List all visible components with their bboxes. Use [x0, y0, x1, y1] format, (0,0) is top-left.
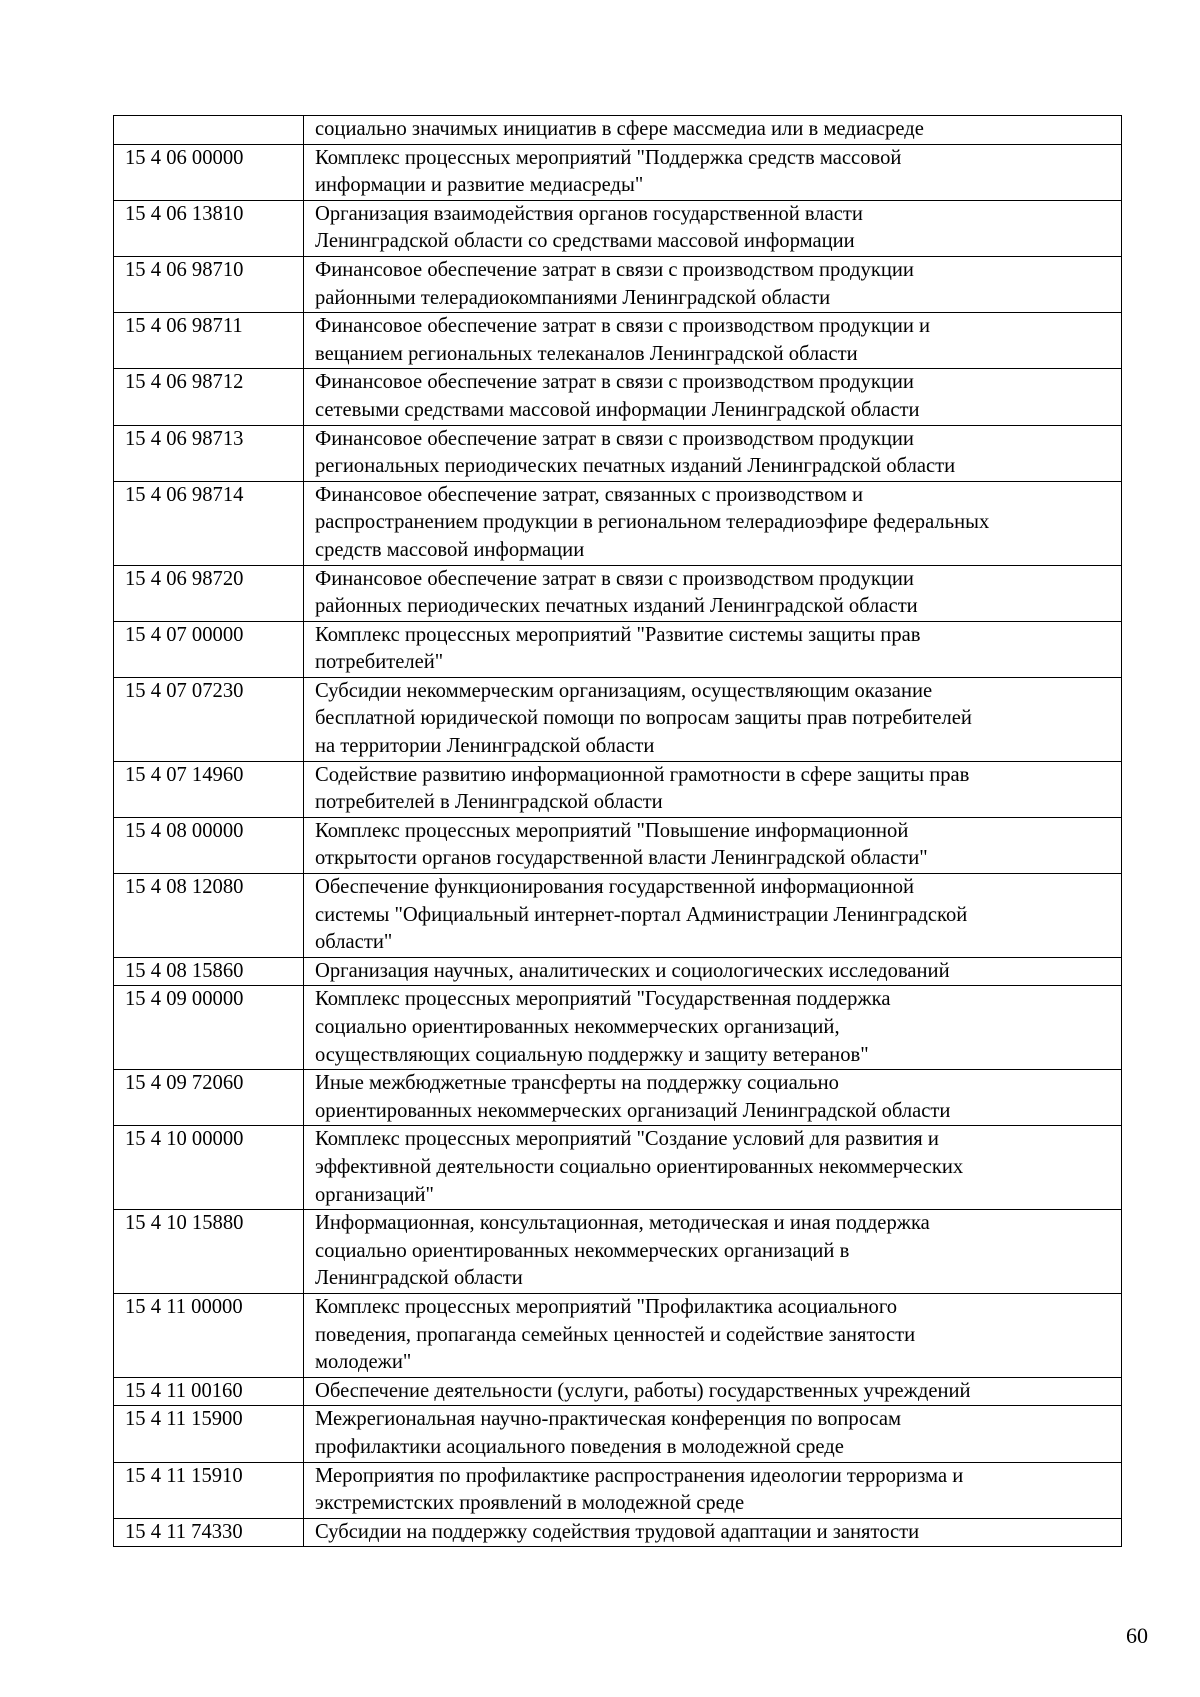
description-cell: Обеспечение функционирования государственной информационной системы "Официальный интернет-портал Администрации Ленинградской области": [304, 874, 1122, 958]
table-row: [114, 369, 1122, 425]
description-cell: Финансовое обеспечение затрат в связи с производством продукции сетевыми средствами массовой информации Ленинградской области: [304, 369, 1122, 425]
code-cell: 15 4 06 98711: [114, 313, 304, 369]
table-row: [114, 761, 1122, 817]
table-row: [114, 957, 1122, 986]
description-cell: Финансовое обеспечение затрат, связанных с производством и распространением продукции в региональном телерадиоэфире федеральных средств массовой информации: [304, 481, 1122, 565]
table-row: [114, 565, 1122, 621]
code-cell: 15 4 06 98720: [114, 565, 304, 621]
table-row: [114, 481, 1122, 565]
code-cell: 15 4 11 15910: [114, 1462, 304, 1518]
code-cell: [114, 116, 304, 145]
table-row: [114, 256, 1122, 312]
table-row: [114, 1377, 1122, 1406]
description-cell: Организация взаимодействия органов государственной власти Ленинградской области со средствами массовой информации: [304, 200, 1122, 256]
table-row: [114, 200, 1122, 256]
code-cell: 15 4 06 13810: [114, 200, 304, 256]
table-row: [114, 425, 1122, 481]
code-cell: 15 4 07 14960: [114, 761, 304, 817]
code-cell: 15 4 10 15880: [114, 1210, 304, 1294]
table-row: [114, 1462, 1122, 1518]
description-cell: Межрегиональная научно-практическая конференция по вопросам профилактики асоциального поведения в молодежной среде: [304, 1406, 1122, 1462]
table-row: [114, 1210, 1122, 1294]
description-cell: Финансовое обеспечение затрат в связи с производством продукции районными телерадиокомпаниями Ленинградской области: [304, 256, 1122, 312]
table-row: [114, 313, 1122, 369]
description-cell: Организация научных, аналитических и социологических исследований: [304, 957, 1122, 986]
table-row: [114, 1406, 1122, 1462]
description-cell: Комплекс процессных мероприятий "Профилактика асоциального поведения, пропаганда семейных ценностей и содействие занятости молодежи": [304, 1293, 1122, 1377]
description-cell: Субсидии некоммерческим организациям, осуществляющим оказание бесплатной юридической помощи по вопросам защиты прав потребителей на территории Ленинградской области: [304, 677, 1122, 761]
description-cell: социально значимых инициатив в сфере массмедиа или в медиасреде: [304, 116, 1122, 145]
description-cell: Комплекс процессных мероприятий "Повышение информационной открытости органов государственной власти Ленинградской области": [304, 817, 1122, 873]
description-cell: Комплекс процессных мероприятий "Создание условий для развития и эффективной деятельности социально ориентированных некоммерческих организаций": [304, 1126, 1122, 1210]
code-cell: 15 4 09 00000: [114, 986, 304, 1070]
code-cell: 15 4 06 98713: [114, 425, 304, 481]
description-cell: Комплекс процессных мероприятий "Развитие системы защиты прав потребителей": [304, 621, 1122, 677]
code-cell: 15 4 07 00000: [114, 621, 304, 677]
description-cell: Комплекс процессных мероприятий "Государственная поддержка социально ориентированных некоммерческих организаций, осуществляющих социальную поддержку и защиту ветеранов": [304, 986, 1122, 1070]
table-row: [114, 817, 1122, 873]
table-row: [114, 116, 1122, 145]
description-cell: Информационная, консультационная, методическая и иная поддержка социально ориентированных некоммерческих организаций в Ленинградской области: [304, 1210, 1122, 1294]
table-row: [114, 144, 1122, 200]
table-row: [114, 1070, 1122, 1126]
code-cell: 15 4 07 07230: [114, 677, 304, 761]
code-cell: 15 4 11 15900: [114, 1406, 304, 1462]
description-cell: Финансовое обеспечение затрат в связи с производством продукции региональных периодических печатных изданий Ленинградской области: [304, 425, 1122, 481]
table-row: [114, 1518, 1122, 1547]
code-cell: 15 4 11 00160: [114, 1377, 304, 1406]
code-cell: 15 4 06 98710: [114, 256, 304, 312]
description-cell: Финансовое обеспечение затрат в связи с производством продукции районных периодических печатных изданий Ленинградской области: [304, 565, 1122, 621]
table-row: [114, 1293, 1122, 1377]
description-cell: Субсидии на поддержку содействия трудовой адаптации и занятости: [304, 1518, 1122, 1547]
code-cell: 15 4 06 98714: [114, 481, 304, 565]
description-cell: Мероприятия по профилактике распространения идеологии терроризма и экстремистских проявлений в молодежной среде: [304, 1462, 1122, 1518]
table-body: [114, 116, 1122, 1547]
table-row: [114, 1126, 1122, 1210]
description-cell: Содействие развитию информационной грамотности в сфере защиты прав потребителей в Ленинградской области: [304, 761, 1122, 817]
description-cell: Комплекс процессных мероприятий "Поддержка средств массовой информации и развитие медиасреды": [304, 144, 1122, 200]
code-cell: 15 4 08 00000: [114, 817, 304, 873]
code-cell: 15 4 09 72060: [114, 1070, 304, 1126]
table-row: [114, 677, 1122, 761]
code-cell: 15 4 11 74330: [114, 1518, 304, 1547]
table-row: [114, 621, 1122, 677]
code-cell: 15 4 06 98712: [114, 369, 304, 425]
code-cell: 15 4 08 12080: [114, 874, 304, 958]
table-row: [114, 986, 1122, 1070]
description-cell: Обеспечение деятельности (услуги, работы) государственных учреждений: [304, 1377, 1122, 1406]
code-cell: 15 4 08 15860: [114, 957, 304, 986]
table-row: [114, 874, 1122, 958]
code-cell: 15 4 10 00000: [114, 1126, 304, 1210]
description-cell: Иные межбюджетные трансферты на поддержку социально ориентированных некоммерческих организаций Ленинградской области: [304, 1070, 1122, 1126]
budget-codes-table: [113, 115, 1122, 1547]
code-cell: 15 4 11 00000: [114, 1293, 304, 1377]
page-number: 60: [1126, 1623, 1148, 1648]
description-cell: Финансовое обеспечение затрат в связи с производством продукции и вещанием региональных телеканалов Ленинградской области: [304, 313, 1122, 369]
code-cell: 15 4 06 00000: [114, 144, 304, 200]
